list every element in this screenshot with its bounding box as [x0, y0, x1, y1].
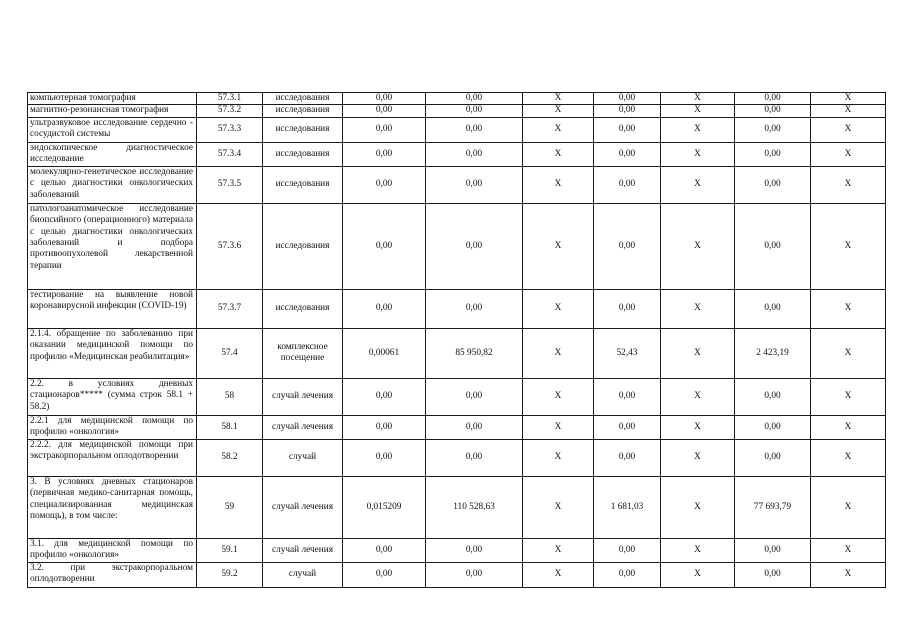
row-unit-cell: исследования [263, 93, 343, 105]
table-body [28, 93, 886, 588]
row-volume-cell: 0,00 [343, 105, 426, 117]
row-unit-cell: случай [263, 562, 343, 587]
row-name-cell: тестирование на выявление новой коронавирусной инфекции (COVID-19) [28, 289, 197, 328]
row-per-capita-cell: 0,00 [594, 439, 661, 476]
row-per-capita-cell: 0,00 [594, 142, 661, 166]
row-x-cell: X [523, 117, 594, 142]
row-code-cell: 59.1 [197, 538, 263, 562]
row-total-cell: 0,00 [735, 166, 811, 203]
row-volume-cell: 0,00061 [343, 328, 426, 378]
row-unit-cell: комплексное посещение [263, 328, 343, 378]
row-unit-cell: исследования [263, 289, 343, 328]
row-x-cell: X [661, 562, 735, 587]
row-per-capita-cell: 0,00 [594, 203, 661, 289]
row-total-cell: 0,00 [735, 117, 811, 142]
row-per-capita-cell: 1 681,03 [594, 476, 661, 538]
row-volume-cell: 0,00 [343, 117, 426, 142]
cost-norms-table [27, 92, 886, 588]
row-total-cell: 0,00 [735, 378, 811, 415]
table-row [28, 439, 886, 476]
row-volume-cell: 0,00 [343, 415, 426, 439]
table-row [28, 415, 886, 439]
row-x-cell: X [523, 378, 594, 415]
row-x-cell: X [811, 105, 886, 117]
table-row [28, 142, 886, 166]
row-volume-cell: 0,00 [343, 439, 426, 476]
row-code-cell: 58.2 [197, 439, 263, 476]
table-row [28, 289, 886, 328]
row-cost-cell: 0,00 [426, 378, 523, 415]
row-total-cell: 0,00 [735, 538, 811, 562]
row-total-cell: 0,00 [735, 439, 811, 476]
row-x-cell: X [523, 289, 594, 328]
row-volume-cell: 0,00 [343, 538, 426, 562]
row-code-cell: 57.3.6 [197, 203, 263, 289]
row-per-capita-cell: 0,00 [594, 105, 661, 117]
row-unit-cell: случай лечения [263, 415, 343, 439]
row-x-cell: X [811, 328, 886, 378]
table-row [28, 476, 886, 538]
row-per-capita-cell: 52,43 [594, 328, 661, 378]
row-total-cell: 0,00 [735, 142, 811, 166]
row-x-cell: X [811, 415, 886, 439]
row-name-cell: эндоскопическое диагностическое исследование [28, 142, 197, 166]
row-total-cell: 0,00 [735, 93, 811, 105]
row-cost-cell: 110 528,63 [426, 476, 523, 538]
row-x-cell: X [811, 378, 886, 415]
row-code-cell: 59 [197, 476, 263, 538]
row-volume-cell: 0,00 [343, 93, 426, 105]
row-x-cell: X [523, 93, 594, 105]
row-per-capita-cell: 0,00 [594, 166, 661, 203]
row-volume-cell: 0,015209 [343, 476, 426, 538]
row-unit-cell: исследования [263, 105, 343, 117]
row-code-cell: 57.3.1 [197, 93, 263, 105]
row-x-cell: X [523, 415, 594, 439]
row-cost-cell: 0,00 [426, 289, 523, 328]
row-x-cell: X [523, 166, 594, 203]
row-name-cell: 2.1.4. обращение по заболеванию при оказании медицинской помощи по профилю «Медицинская реабилитация» [28, 328, 197, 378]
row-name-cell: 2.2. в условиях дневных стационаров***** (сумма строк 58.1 + 58.2) [28, 378, 197, 415]
row-x-cell: X [661, 166, 735, 203]
row-code-cell: 57.3.5 [197, 166, 263, 203]
row-unit-cell: случай лечения [263, 538, 343, 562]
row-cost-cell: 85 950,82 [426, 328, 523, 378]
row-volume-cell: 0,00 [343, 142, 426, 166]
row-x-cell: X [661, 142, 735, 166]
row-cost-cell: 0,00 [426, 105, 523, 117]
row-per-capita-cell: 0,00 [594, 378, 661, 415]
table-row [28, 117, 886, 142]
row-x-cell: X [811, 476, 886, 538]
row-code-cell: 59.2 [197, 562, 263, 587]
row-x-cell: X [811, 538, 886, 562]
row-x-cell: X [661, 415, 735, 439]
row-per-capita-cell: 0,00 [594, 93, 661, 105]
row-volume-cell: 0,00 [343, 562, 426, 587]
row-cost-cell: 0,00 [426, 93, 523, 105]
row-x-cell: X [811, 562, 886, 587]
row-code-cell: 57.4 [197, 328, 263, 378]
row-volume-cell: 0,00 [343, 166, 426, 203]
row-x-cell: X [811, 93, 886, 105]
row-x-cell: X [523, 105, 594, 117]
table-row [28, 203, 886, 289]
row-unit-cell: случай лечения [263, 378, 343, 415]
row-name-cell: компьютерная томография [28, 93, 197, 105]
row-name-cell: 3.2. при экстракорпоральном оплодотворении [28, 562, 197, 587]
row-cost-cell: 0,00 [426, 142, 523, 166]
row-x-cell: X [523, 203, 594, 289]
row-name-cell: ультразвуковое исследование сердечно - сосудистой системы [28, 117, 197, 142]
table-row [28, 93, 886, 105]
row-x-cell: X [523, 328, 594, 378]
row-x-cell: X [811, 439, 886, 476]
row-x-cell: X [523, 538, 594, 562]
row-volume-cell: 0,00 [343, 378, 426, 415]
row-cost-cell: 0,00 [426, 415, 523, 439]
row-total-cell: 77 693,79 [735, 476, 811, 538]
row-name-cell: 3.1. для медицинской помощи по профилю «онкология» [28, 538, 197, 562]
row-per-capita-cell: 0,00 [594, 562, 661, 587]
row-cost-cell: 0,00 [426, 203, 523, 289]
table-row [28, 328, 886, 378]
row-code-cell: 57.3.3 [197, 117, 263, 142]
table-row [28, 378, 886, 415]
row-x-cell: X [661, 117, 735, 142]
table-row [28, 105, 886, 117]
row-name-cell: молекулярно-генетическое исследование с целью диагностики онкологических заболеваний [28, 166, 197, 203]
row-cost-cell: 0,00 [426, 117, 523, 142]
row-x-cell: X [661, 289, 735, 328]
row-total-cell: 2 423,19 [735, 328, 811, 378]
row-code-cell: 57.3.7 [197, 289, 263, 328]
row-per-capita-cell: 0,00 [594, 415, 661, 439]
row-x-cell: X [523, 142, 594, 166]
row-x-cell: X [811, 166, 886, 203]
row-unit-cell: исследования [263, 117, 343, 142]
row-name-cell: 3. В условиях дневных стационаров (первичная медико-санитарная помощь, специализированная медицинская помощь), в том числе: [28, 476, 197, 538]
row-x-cell: X [811, 117, 886, 142]
row-unit-cell: случай [263, 439, 343, 476]
row-name-cell: 2.2.2. для медицинской помощи при экстракорпоральном оплодотворении [28, 439, 197, 476]
table-row [28, 562, 886, 587]
row-total-cell: 0,00 [735, 562, 811, 587]
row-x-cell: X [661, 93, 735, 105]
row-total-cell: 0,00 [735, 415, 811, 439]
row-x-cell: X [811, 203, 886, 289]
row-cost-cell: 0,00 [426, 562, 523, 587]
row-unit-cell: исследования [263, 166, 343, 203]
row-unit-cell: исследования [263, 142, 343, 166]
row-total-cell: 0,00 [735, 105, 811, 117]
row-x-cell: X [661, 378, 735, 415]
row-x-cell: X [661, 105, 735, 117]
row-x-cell: X [661, 203, 735, 289]
row-per-capita-cell: 0,00 [594, 538, 661, 562]
row-name-cell: 2.2.1 для медицинской помощи по профилю «онкология» [28, 415, 197, 439]
row-cost-cell: 0,00 [426, 439, 523, 476]
row-volume-cell: 0,00 [343, 203, 426, 289]
row-code-cell: 57.3.2 [197, 105, 263, 117]
row-total-cell: 0,00 [735, 203, 811, 289]
table-row [28, 166, 886, 203]
row-x-cell: X [523, 476, 594, 538]
row-code-cell: 57.3.4 [197, 142, 263, 166]
row-x-cell: X [661, 328, 735, 378]
row-x-cell: X [523, 439, 594, 476]
row-cost-cell: 0,00 [426, 538, 523, 562]
row-x-cell: X [661, 538, 735, 562]
row-code-cell: 58.1 [197, 415, 263, 439]
row-x-cell: X [661, 439, 735, 476]
row-x-cell: X [811, 142, 886, 166]
table-row [28, 538, 886, 562]
row-per-capita-cell: 0,00 [594, 289, 661, 328]
row-name-cell: магнитно-резонансная томография [28, 105, 197, 117]
row-total-cell: 0,00 [735, 289, 811, 328]
row-per-capita-cell: 0,00 [594, 117, 661, 142]
row-volume-cell: 0,00 [343, 289, 426, 328]
row-x-cell: X [523, 562, 594, 587]
row-cost-cell: 0,00 [426, 166, 523, 203]
row-x-cell: X [661, 476, 735, 538]
row-name-cell: патологоанатомическое исследование биопсийного (операционного) материала с целью диагностики онкологических заболеваний и подбора противоопухолевой лекарственной терапии [28, 203, 197, 289]
row-code-cell: 58 [197, 378, 263, 415]
row-x-cell: X [811, 289, 886, 328]
row-unit-cell: исследования [263, 203, 343, 289]
row-unit-cell: случай лечения [263, 476, 343, 538]
